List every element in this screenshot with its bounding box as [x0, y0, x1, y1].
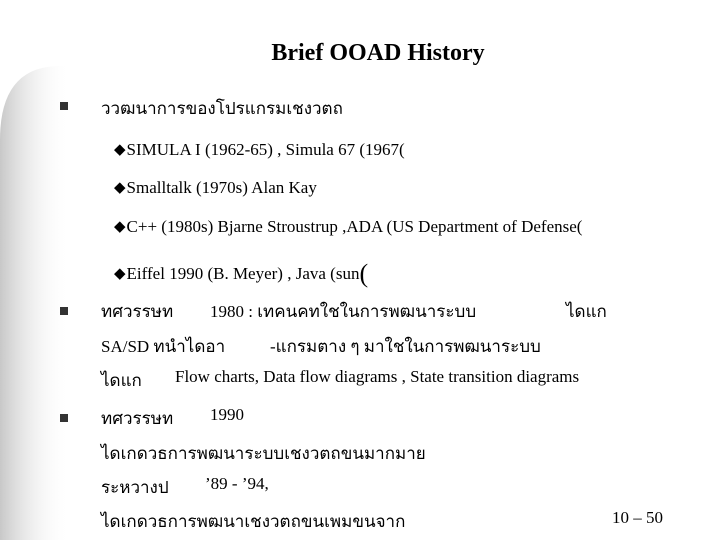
bullet-3-line-1a: ทศวรรษท [101, 409, 174, 428]
bullet-3-line-1b: 1990 [210, 405, 244, 424]
sub-item-cpp [114, 217, 582, 237]
bullet-2-line-2a: SA/SD ทนำไดอา [101, 337, 226, 356]
square-bullet-icon [60, 102, 68, 110]
sub-item-text: SIMULA I (1962-65) , Simula 67 (1967( [126, 140, 405, 159]
bullet-2-line-1a: ทศวรรษท [101, 302, 174, 321]
diamond-bullet-icon: ◆ [114, 142, 126, 158]
bullet-2-line-2b: -แกรมตาง ๆ มาใชในการพฒนาระบบ [270, 337, 541, 356]
diamond-bullet-icon: ◆ [114, 180, 126, 196]
square-bullet-icon [60, 307, 68, 315]
square-bullet-icon [60, 414, 68, 422]
slide-title: Brief OOAD History [271, 40, 485, 66]
sub-item-smalltalk [114, 178, 317, 198]
sub-item-simula [114, 140, 405, 160]
sub-item-text: C++ (1980s) Bjarne Stroustrup ,ADA (US Department of Defense( [126, 217, 583, 236]
bullet-3-line-3a: ระหวางป [101, 478, 169, 497]
bullet-2-line-3b: Flow charts, Data flow diagrams , State transition diagrams [175, 367, 580, 386]
bullet-2-line-3a: ไดแก [101, 371, 142, 390]
page-number: 10 – 50 [612, 508, 663, 527]
bullet-2-line-1b: 1980 : เทคนคทใชในการพฒนาระบบ [210, 302, 477, 321]
bullet-3-line-3b: ’89 - ’94, [205, 474, 269, 493]
sub-item-text: Smalltalk (1970s) Alan Kay [126, 178, 317, 197]
diamond-bullet-icon: ◆ [114, 219, 126, 235]
sub-item-eiffel [114, 256, 368, 286]
sub-item-text: Eiffel 1990 (B. Meyer) , Java (sun [126, 264, 360, 283]
bullet-3-line-4: ไดเกดวธการพฒนาเชงวตถขนเพมขนจาก [101, 512, 406, 531]
bullet-3-line-2: ไดเกดวธการพฒนาระบบเชงวตถขนมากมาย [101, 444, 426, 463]
bullet-1-text: ววฒนาการของโปรแกรมเชงวตถ [101, 99, 343, 118]
paren: ( [359, 259, 369, 288]
bullet-2-line-1c: ไดแก [566, 302, 607, 321]
diamond-bullet-icon: ◆ [114, 266, 126, 282]
